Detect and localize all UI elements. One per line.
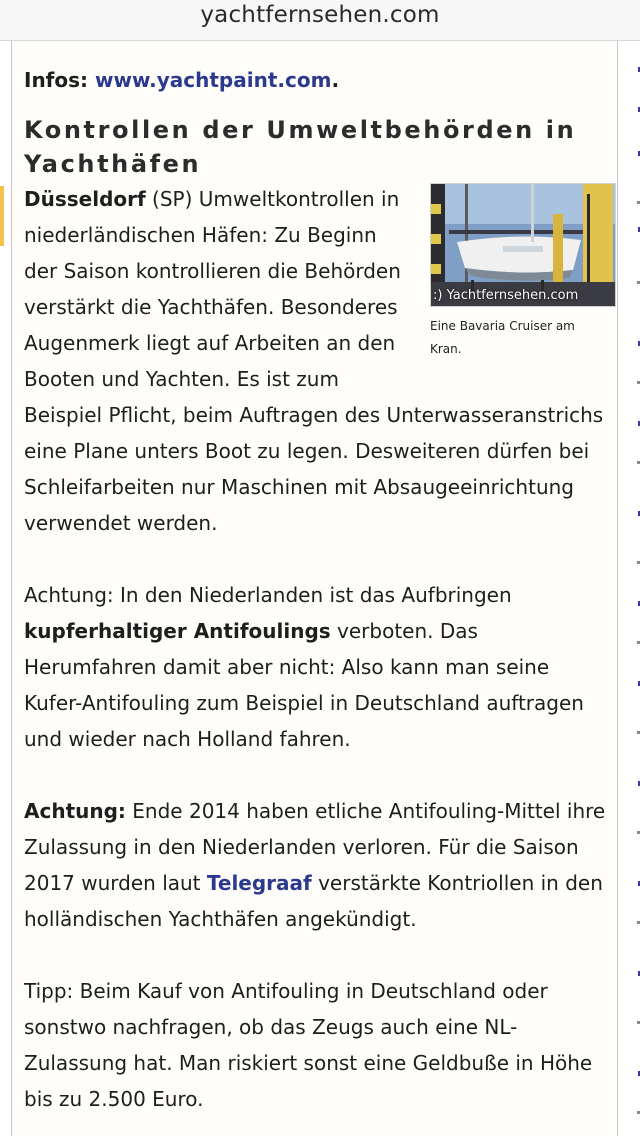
paragraph-2-bold: kupferhaltiger Antifoulings [24, 619, 331, 643]
paragraph-2 [24, 577, 612, 757]
right-sidebar-edge [617, 41, 640, 1136]
left-column-edge [0, 41, 12, 1136]
url-text[interactable]: yachtfernsehen.com [200, 2, 440, 28]
paragraph-3-bold: Achtung: [24, 799, 126, 823]
paragraph-3 [24, 793, 612, 937]
figure-space [416, 181, 612, 397]
left-accent-mark [0, 186, 4, 246]
article-body [24, 181, 612, 1117]
infos-label: Infos: [24, 68, 89, 92]
infos-line [24, 67, 339, 93]
paragraph-1-text: (SP) Umweltkontrollen in niederländischen Häfen: Zu Beginn der Saison kontrollieren die Behörden verstärkt die Yachthäfen. Besonderes Augenmerk liegt auf Arbeiten an den Booten und Yachten. Es ist zum Beispiel Pflicht, beim Auftragen des Unterwasseranstrichs eine Plane unters Boot zu legen. Desweiteren dürfen bei Schleifarbeiten nur Maschinen mit Absaugeeinrichtung verwendet werden. [24, 187, 604, 535]
article-content [12, 41, 616, 1136]
paragraph-3-before: Ende 2014 haben etliche Antifouling-Mittel ihre Zulassung in den Niederlanden verloren. Für die Saison 2017 wurden laut [24, 799, 606, 895]
paragraph-2-before: Achtung: In den Niederlanden ist das Aufbringen [24, 583, 512, 607]
photo-watermark: :) Yachtfernsehen.com [433, 288, 579, 303]
article-headline: Kontrollen der Umweltbehörden in Yachthäfen [24, 116, 577, 178]
paragraph-3-after: verstärkte Kontriollen in den holländischen Yachthäfen angekündigt. [24, 871, 603, 931]
infos-link[interactable]: www.yachtpaint.com [95, 68, 332, 92]
dateline: Düsseldorf [24, 187, 146, 211]
infos-suffix: . [331, 68, 340, 92]
paragraph-2-after: verboten. Das Herumfahren damit aber nicht: Also kann man seine Kufer-Antifouling zum Beispiel in Deutschland auftragen und wieder nach Holland fahren. [24, 619, 584, 751]
telegraaf-link[interactable]: Telegraaf [206, 871, 312, 895]
browser-address-bar[interactable] [0, 0, 640, 41]
figure-caption: Eine Bavaria Cruiser am Kran. [430, 319, 575, 356]
paragraph-4: Tipp: Beim Kauf von Antifouling in Deutschland oder sonstwo nachfragen, ob das Zeugs auch eine NL-Zulassung hat. Man riskiert sonst eine Geldbuße in Höhe bis zu 2.500 Euro. [24, 979, 593, 1111]
